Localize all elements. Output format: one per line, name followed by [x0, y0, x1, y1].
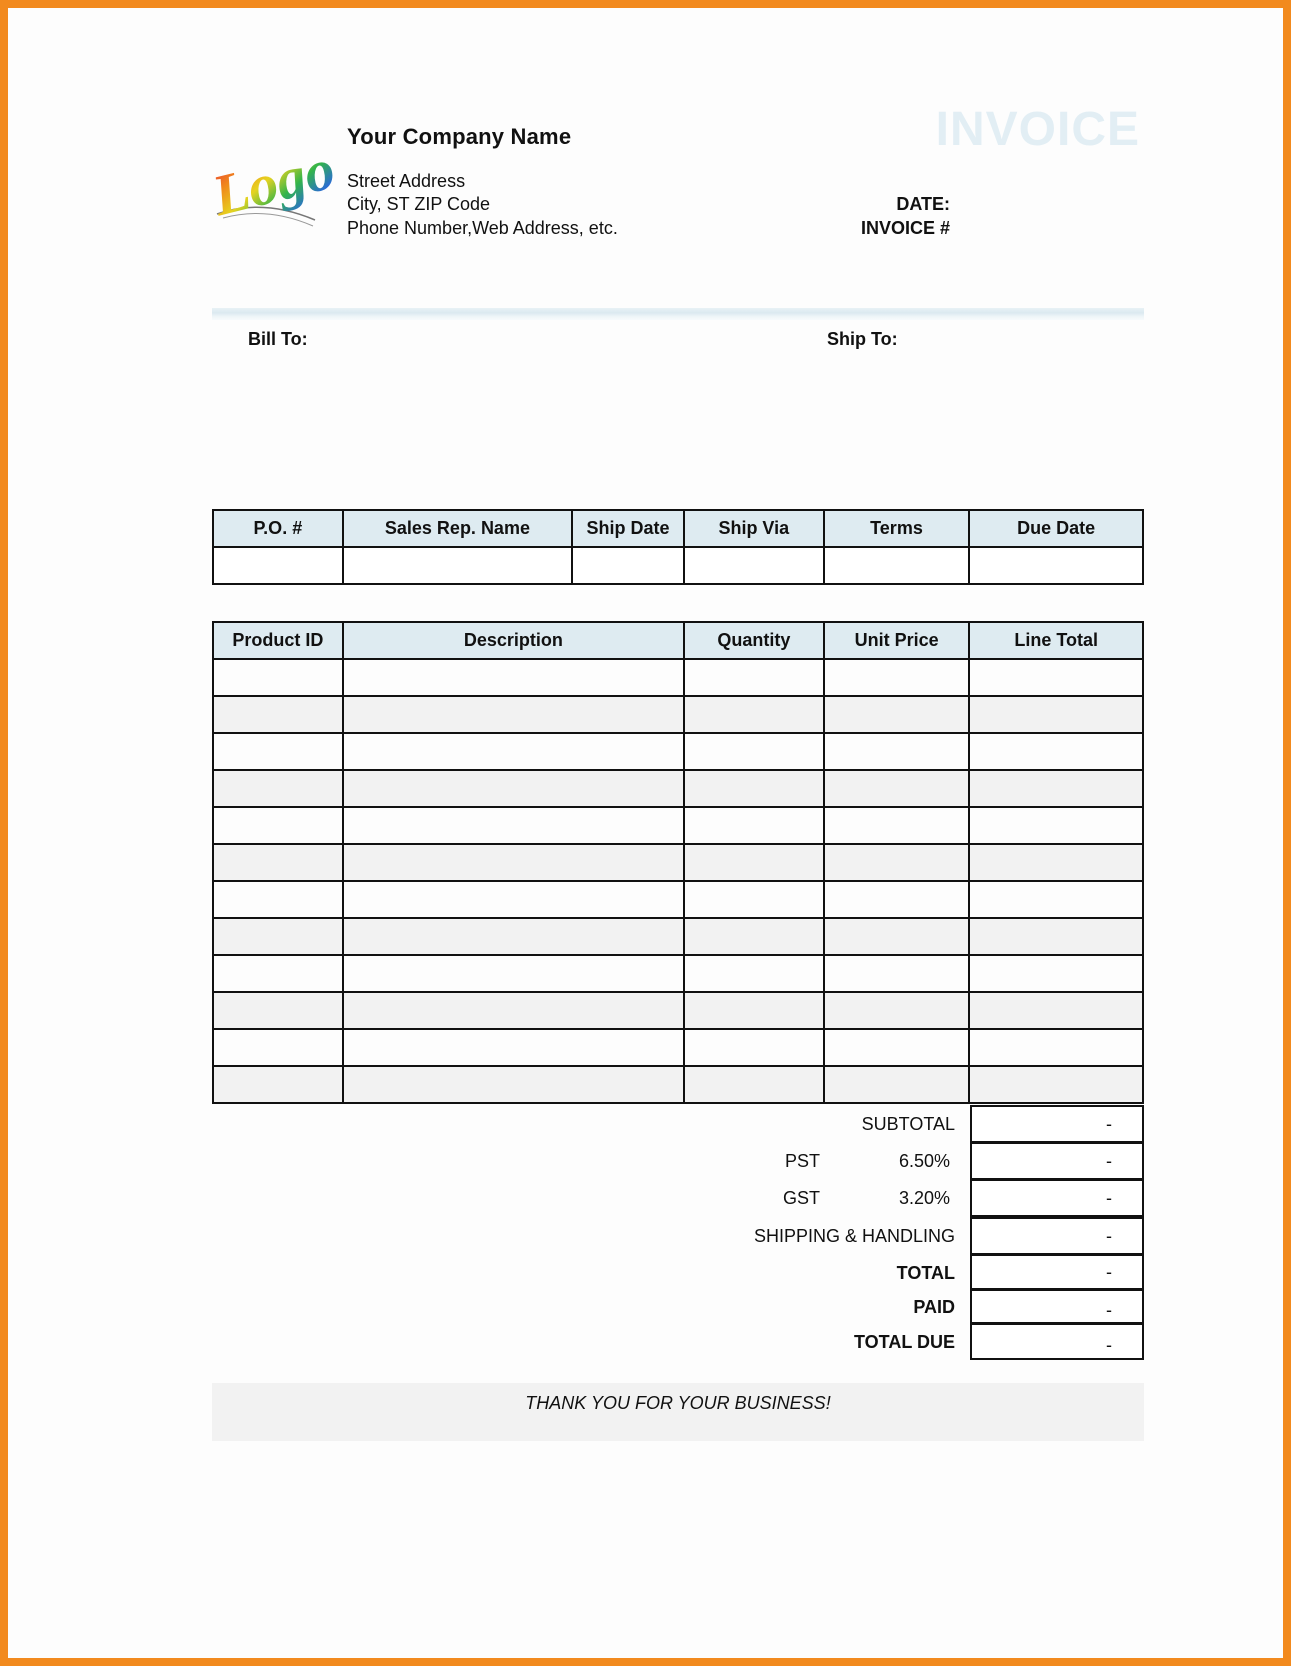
ship-via-cell[interactable]: [684, 547, 824, 584]
table-row: [213, 770, 1143, 807]
table-row: [213, 918, 1143, 955]
header-sales-rep: Sales Rep. Name: [343, 510, 572, 547]
description-cell[interactable]: [343, 881, 684, 918]
description-cell[interactable]: [343, 992, 684, 1029]
unit-price-cell[interactable]: [824, 770, 970, 807]
table-row: [213, 807, 1143, 844]
unit-price-cell[interactable]: [824, 918, 970, 955]
unit-price-cell[interactable]: [824, 733, 970, 770]
quantity-cell[interactable]: [684, 696, 824, 733]
contact-info: Phone Number,Web Address, etc.: [347, 218, 618, 238]
line-total-cell: [969, 659, 1143, 696]
po-number-cell[interactable]: [213, 547, 343, 584]
header-po-number: P.O. #: [213, 510, 343, 547]
description-cell[interactable]: [343, 770, 684, 807]
ship-date-cell[interactable]: [572, 547, 684, 584]
line-total-cell: [969, 807, 1143, 844]
total-due-value: -: [970, 1323, 1144, 1360]
quantity-cell[interactable]: [684, 992, 824, 1029]
city-state-zip: City, ST ZIP Code: [347, 194, 491, 214]
header-line-total: Line Total: [969, 622, 1143, 659]
product-id-cell[interactable]: [213, 696, 343, 733]
quantity-cell[interactable]: [684, 844, 824, 881]
table-row: [213, 659, 1143, 696]
unit-price-cell[interactable]: [824, 992, 970, 1029]
header-terms: Terms: [824, 510, 970, 547]
paid-value[interactable]: -: [970, 1289, 1144, 1324]
table-row: [213, 992, 1143, 1029]
quantity-cell[interactable]: [684, 918, 824, 955]
ship-to-label: Ship To:: [827, 329, 898, 349]
product-id-cell[interactable]: [213, 955, 343, 992]
header-due-date: Due Date: [969, 510, 1143, 547]
header-ship-date: Ship Date: [572, 510, 684, 547]
header-unit-price: Unit Price: [824, 622, 970, 659]
line-total-cell: [969, 696, 1143, 733]
quantity-cell[interactable]: [684, 1066, 824, 1103]
unit-price-cell[interactable]: [824, 1066, 970, 1103]
table-row: [213, 881, 1143, 918]
header-quantity: Quantity: [684, 622, 824, 659]
line-items-table: [212, 621, 1144, 1104]
invoice-number-label: INVOICE #: [860, 218, 950, 238]
description-cell[interactable]: [343, 955, 684, 992]
line-total-cell: [969, 1066, 1143, 1103]
header-ship-via: Ship Via: [684, 510, 824, 547]
header-product-id: Product ID: [213, 622, 343, 659]
line-total-cell: [969, 955, 1143, 992]
quantity-cell[interactable]: [684, 770, 824, 807]
product-id-cell[interactable]: [213, 659, 343, 696]
description-cell[interactable]: [343, 696, 684, 733]
product-id-cell[interactable]: [213, 807, 343, 844]
total-label: TOTAL: [896, 1263, 955, 1283]
terms-cell[interactable]: [824, 547, 970, 584]
product-id-cell[interactable]: [213, 1066, 343, 1103]
header-description: Description: [343, 622, 684, 659]
unit-price-cell[interactable]: [824, 659, 970, 696]
description-cell[interactable]: [343, 1029, 684, 1066]
table-row: [213, 844, 1143, 881]
unit-price-cell[interactable]: [824, 844, 970, 881]
table-row: [213, 696, 1143, 733]
invoice-title: INVOICE: [935, 103, 1140, 156]
table-row: [213, 1029, 1143, 1066]
product-id-cell[interactable]: [213, 918, 343, 955]
total-value: -: [970, 1254, 1144, 1290]
quantity-cell[interactable]: [684, 807, 824, 844]
date-label: DATE:: [896, 194, 950, 214]
subtotal-label: SUBTOTAL: [861, 1114, 955, 1134]
product-id-cell[interactable]: [213, 844, 343, 881]
product-id-cell[interactable]: [213, 770, 343, 807]
line-total-cell: [969, 918, 1143, 955]
line-total-cell: [969, 733, 1143, 770]
gst-rate[interactable]: 3.20%: [898, 1188, 950, 1208]
street-address: Street Address: [347, 171, 466, 191]
quantity-cell[interactable]: [684, 881, 824, 918]
unit-price-cell[interactable]: [824, 881, 970, 918]
quantity-cell[interactable]: [684, 1029, 824, 1066]
shipping-label: SHIPPING & HANDLING: [753, 1226, 955, 1246]
unit-price-cell[interactable]: [824, 1029, 970, 1066]
sales-rep-cell[interactable]: [343, 547, 572, 584]
due-date-cell[interactable]: [969, 547, 1143, 584]
product-id-cell[interactable]: [213, 1029, 343, 1066]
unit-price-cell[interactable]: [824, 807, 970, 844]
paid-label: PAID: [913, 1297, 955, 1317]
quantity-cell[interactable]: [684, 659, 824, 696]
company-name: Your Company Name: [347, 124, 572, 149]
bill-to-label: Bill To:: [248, 329, 308, 349]
table-row: [213, 955, 1143, 992]
order-info-table: [212, 509, 1144, 585]
product-id-cell[interactable]: [213, 881, 343, 918]
pst-label: PST: [784, 1151, 820, 1171]
pst-value: -: [970, 1142, 1144, 1180]
description-cell[interactable]: [343, 733, 684, 770]
quantity-cell[interactable]: [684, 733, 824, 770]
line-total-cell: [969, 992, 1143, 1029]
line-total-cell: [969, 881, 1143, 918]
line-total-cell: [969, 770, 1143, 807]
description-cell[interactable]: [343, 659, 684, 696]
product-id-cell[interactable]: [213, 733, 343, 770]
gst-label: GST: [782, 1188, 820, 1208]
product-id-cell[interactable]: [213, 992, 343, 1029]
pst-rate[interactable]: 6.50%: [898, 1151, 950, 1171]
shipping-value[interactable]: -: [970, 1217, 1144, 1255]
description-cell[interactable]: [343, 918, 684, 955]
line-total-cell: [969, 1029, 1143, 1066]
subtotal-value: -: [970, 1105, 1144, 1143]
description-cell[interactable]: [343, 844, 684, 881]
line-total-cell: [969, 844, 1143, 881]
unit-price-cell[interactable]: [824, 955, 970, 992]
table-row: [213, 1066, 1143, 1103]
unit-price-cell[interactable]: [824, 696, 970, 733]
company-logo: [203, 118, 341, 238]
description-cell[interactable]: [343, 807, 684, 844]
total-due-label: TOTAL DUE: [853, 1332, 955, 1352]
svg-text:Logo: Logo: [206, 135, 341, 229]
quantity-cell[interactable]: [684, 955, 824, 992]
thank-you-banner: THANK YOU FOR YOUR BUSINESS!: [212, 1383, 1144, 1441]
table-row: [213, 733, 1143, 770]
description-cell[interactable]: [343, 1066, 684, 1103]
header-divider: [212, 308, 1144, 320]
gst-value: -: [970, 1179, 1144, 1217]
